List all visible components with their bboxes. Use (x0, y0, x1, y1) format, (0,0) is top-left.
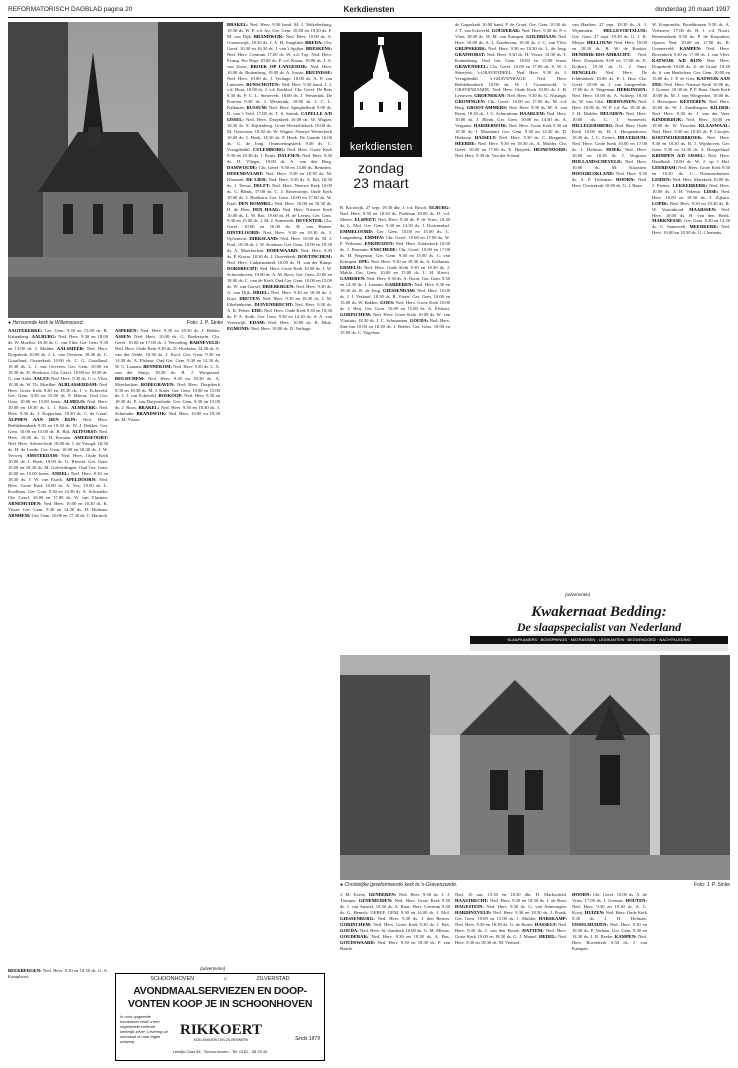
place-name: HARDINXVELD: (455, 909, 492, 915)
place-name: ERMELO: (340, 264, 362, 270)
place-name: BRUINISSE: (305, 69, 332, 75)
place-name: BARNEVELD: (189, 339, 220, 345)
place-name: ALMELO: (63, 399, 86, 405)
place-name: AALBURG: (31, 333, 57, 339)
place-name: ALBLASSERDAM: (58, 381, 98, 387)
place-name: AMSTERDAM: (26, 453, 59, 459)
listing-text: BRAKEL: Ned. Herv. 9.30 kand. M. J. Tekkelenburg, 18.30 ds. W. P. v.d. Ao. Ger. Gem. 10.00 en 18.30 ds. F. M. van Dijk. BRANDWIJK: Ned. Herv. 10.00 ds. A. Groenewijk, 18.30 ds. J. A. H. Jongkind. BREDA: Chr. Geref. 10.00 en 16.30 ds. J. van 't Spijker. BRESKENS: Ned. Herv. Centrum 17.00 ds. W. v.d. Top. Ned. Herv. Evang. Pro Rege 10.00 ds. P. v.d. Kraan, 19.00 ds. J. A. van Zoest. BROEK OP LANGEDIJK: Ned. Herv. 10.00 ds. Ruitenberg, 19.00 ds. A. Jooste. BRUINISSE: Ned. Herv. 10.00 ds. J. Verhage, 18.00 ds. A. P. van Lunteren. BUNSCHOTEN: Ned. Herv. 9.30 kand. J. J. v.d. Hout, 18.00 ds. J. v.d. Kerkhof. Chr. Geref. De Rots 9.30 ds. P. C. L. Sterrevelt, 18.00 ds. J. Westerink. De Poorten 9.30 ds. J. Westerink, 18.00 ds. J. C. L. Kalkman. BUSSUM: Ned. Herv. Spieghelkerk 9.00 ds. D. van 't Veld, 17.00 ds. T. S. Smink. CAPELLE A/D IJSSEL: Ned. Herv. Dorpskerk 10.00 ds. W. Wagter, 18.30 ds. S. Kijnenberg. Grote Hersteldekerk 10.00 ds. M. Oosterom, 18.30 ds. W. Wagter. Nieuwe Westerkerk 10.00 ds. J. Hoek, 18.30 ds. P. Hoek. De Gaarde 10.00 ds. G. de Jong. Ontmoetingskerk 9.30 ds. C. Vreugdenhil. CULEMBORG: Ned. Herv. Grote Kerk 9.30 en 18.30 ds. J. Kruis. DALFSEN: Ned. Herv. 9.30 ds. H. Vlieger, 19.00 ds. A. van den Berg. DAMWOUDE: Chr. Geref. 9.30 en 14.00 ds. Reinders. DEDEMSVAART: Ned. Herv. 9.30 en 18.30 ds. M. Klaassen. DE LIER: Ned. Herv. 9.30 ds. A. Bel, 18.30 ds. J. Teeuw. DELFT: Ned. Herv. Nieuwe Kerk 10.00 ds. C. Blenk, 17.00 ds. C. J. Ravensteijn. Oude Kerk 10.00 ds. J. Hoekstra. Ger. Gem. 10.00 en 17.00 ds. W. Kaal. DEN BOMMEL: Ned. Herv. 10.00 en 18.30 ds. H. de Heer. DEN HAAG: Ned. Herv. Nieuwe Kerk 10.00 ds. L. W. Bac, 19.00 ds. H. de Leeuw. Ger. Gem. 9.30 en 15.00 ds. J. M. J. Sonnevelt. DEVENTER: Chr. Geref. 10.00 en 16.30 ds. H. van Harten. DINTELOORD: Ned. Herv. 9.30 en 18.30 ds. J. Op'tenoort. DIRKSLAND: Ned. Herv. 10.00 ds. M. J. Pool, 18.30 ds. J. W. Koeman. Ger. Gem. 10.00 en 18.30 ds. A. Moerkerken. DODEWAARD: Ned. Herv. 9.30 ds. P. Kroon, 18.30 ds. J. Ouwerkerk. DOETINCHEM: Ned. Herv. Catharinakerk 10.00 ds. H. van der Kamp. DORDRECHT: Ned. Herv. Grote Kerk 10.00 ds. J. W. Schoonhoven, 19.00 ds. A. M. Roos. Ger. Gem. 10.00 en 18.00 ds. C. van de Kieft. Oud Ger. Gem. 10.00 en 15.00 ds. W. van Gorsel. DRIEBERGEN: Ned. Herv. 9.30 ds. A. van Dijk. DRIEL: Ned. Herv. 9.30 en 18.30 ds. J. Kuyt. DRUTEN: Ned. Herv. 9.30 en 18.30 ds. J. M. Eikelenboom. DUIVENDRECHT: Ned. Herv. 9.30 ds. A. K. Pelser. EDE: Ned. Herv. Oude Kerk 9.30 en 18.30 ds. P. A. Stolk. Ger. Gem. 9.30 en 14.30 ds. A. A. van Vreeswijk. EDAM: Ned. Herv. 10.00 ds. K. Blok. EGMOND: Ned. Herv. 10.00 ds. D. Verhage. (227, 22, 332, 331)
place-name: LEIDEN: (652, 176, 672, 182)
place-name: KAMPEN: (614, 933, 637, 939)
place-name: KRIMPEN A/D IJSSEL: (652, 152, 705, 158)
place-name: GRONINGEN: (455, 99, 486, 105)
place-name: LOPIK: (652, 200, 669, 206)
place-name: CAPELLE A/D IJSSEL: (227, 111, 332, 123)
place-name: APELDOORN: (65, 476, 97, 482)
ad1-since: Sinds 1879 (294, 1036, 320, 1042)
place-name: AMERSFOORT: (74, 435, 108, 441)
logo-box (340, 32, 422, 157)
place-name: GOUDSWAARD: (340, 939, 376, 945)
place-name: HOOGBLOKLAND: (572, 170, 615, 176)
ad-tag-1: (advertentie) (200, 966, 226, 971)
place-name: BEUSICHEM: (115, 375, 145, 381)
place-name: LISSE: (703, 188, 719, 194)
page-header (8, 5, 730, 18)
ad1-brand: RIKKOERT (180, 1022, 262, 1038)
place-name: GOUDERAK: (340, 933, 369, 939)
place-name: DALFSEN: (277, 152, 301, 158)
place-name: GRAVENDEEL: (455, 63, 489, 69)
schoonhoven-ad[interactable] (115, 973, 325, 1061)
logo-title: kerkdiensten (349, 141, 413, 153)
listing-text: Ned. 10 uur, 15.30 en 18.30 dhr. H. Markscheid. HAASTRECHT: Ned. Herv. 9.30 en 18.30 ds. J. de Boer. HAGESTEIN: Ned. Herv. 9.30 ds. G. van Amerongen. HARDINXVELD: Ned. Herv. 9.30 en 18.30 ds. J. Pronk. Ger. Gem. 10.00 en 15.00 ds. J. Mulder. HARSKAMP: Ned. Herv. 9.30 en 18.30 ds. G. de Ruiter. HASSELT: Ned. Herv. 9.30 ds. J. van den Broek. HATTEM: Ned. Herv. Grote Kerk 10.00 en 18.30 ds. G. J. Mantel. HEDEL: Ned. Herv. 9.30 en 18.30 ds. M. Verhoef. (455, 892, 567, 945)
place-name: GAMEREN: (340, 276, 366, 282)
place-name: ENSCHEDE: (370, 246, 398, 252)
place-name: GROENEKAN: (474, 93, 506, 99)
place-name: GOUDA: (409, 318, 429, 324)
church-image-2 (340, 655, 730, 880)
place-name: KOOTWIJKERBROEK: (652, 135, 703, 141)
place-name: GIESSENDAM: (382, 288, 416, 294)
listing-text: BEEKBERGEN: Ned. Herv. 9.30 en 18.30 ds. G. A. Kamphorst. (8, 968, 108, 979)
place-name: GOES: (380, 300, 395, 306)
listing-text: HOORN: Chr. Geref. 10.00 ds. A. de Vries, 17.00 ds. J. Gernaat. HOUTEN: Ned. Herv. 9.30 en 18.30 ds. A. C. Kooij. HUIZEN: Ned. Herv. Oude Kerk 9.30 ds. J. H. Hofman. IJSSELMUIDEN: Ned. Herv. 9.30 en 18.30 ds. P. Verhaar. Ger. Gem. 9.30 en 14.30 ds. J. R. Beeke. KAMPEN: Ned. Herv. Bovenkerk 9.30 ds. J. van Kampen. (572, 892, 647, 951)
place-name: HAARLEM: (519, 111, 546, 117)
place-name: GRAFHORST: (455, 51, 486, 57)
place-name: KESTEREN: (680, 99, 707, 105)
place-name: CULEMBORG: (252, 147, 286, 153)
place-name: BRESKENS: (305, 45, 332, 51)
place-name: HATTEM: (522, 927, 544, 933)
place-name: DEDEMSVAART: (227, 170, 264, 176)
place-name: MARKNESSE: (652, 218, 683, 224)
place-name: HELLOUW: (586, 39, 613, 45)
place-name: HILVERSUM: (617, 135, 647, 141)
place-name: BUSSUM: (246, 105, 268, 111)
place-name: HENGELO: (572, 69, 597, 75)
place-name: GOUDA: (340, 927, 359, 933)
place-name: AALST: (33, 375, 50, 381)
place-name: EDE: (251, 307, 263, 313)
place-name: HAASTRECHT: (455, 897, 489, 903)
place-name: GENDEREN: (368, 892, 397, 897)
place-name: ELBURG: (429, 205, 450, 210)
photo-credit-2: Foto: J. P. Sinke (693, 882, 730, 888)
column-3b (340, 892, 450, 1062)
place-name: GENEMUIDEN: (358, 897, 393, 903)
ad2-title2: De slaapspecialist van Nederland (516, 620, 682, 634)
caption-text-2: Christelijke gereformeerde kerk te 's-Gravenzande. (344, 882, 458, 888)
ad1-town: SCHOONHOVEN (150, 976, 195, 982)
place-name: GORINCHEM: (340, 921, 372, 927)
logo-date (340, 161, 422, 191)
logo-date-text: 23 maart (353, 175, 409, 191)
place-name: DE LIER: (246, 176, 267, 182)
column-1b (115, 328, 220, 968)
place-name: AALSMEER: (56, 345, 85, 351)
place-name: DOETINCHEM: (298, 254, 332, 260)
place-name: EMMEN: (364, 234, 385, 240)
place-name: ALMKERK: (71, 405, 97, 411)
place-name: KINDERDIJK: (652, 117, 683, 123)
place-name: HERKINGEN: (616, 87, 647, 93)
column-4b (455, 892, 567, 1062)
place-name: DRUTEN: (239, 295, 261, 301)
place-name: MAARSSEN: (689, 206, 717, 212)
place-name: DRIEL: (253, 289, 270, 295)
ad2-title1: Kwakernaat Bedding: (531, 604, 667, 620)
place-name: IJSSELMUIDEN: (572, 921, 608, 927)
place-name: ENKHUIZEN: (364, 240, 395, 246)
column-1a (8, 328, 108, 968)
place-name: ELSPEET: (354, 216, 377, 222)
place-name: EMMELOORD: (340, 228, 374, 234)
ad2-footer: SLAAPKAMERS · BOXSPRINGS · MATRASSEN · LEDIKANTEN · BEDDENGOED · NACHTKLEDING (507, 637, 691, 642)
place-name: HAGESTEIN: (455, 903, 484, 909)
place-name: BREDA: (305, 39, 323, 45)
place-name: BRANDWIJK: (136, 411, 167, 417)
ad1-brand-sub: EDELSMIDERIJ EN ZILVERWERK (193, 1038, 249, 1042)
place-name: HELLEVOETSLUIS: (603, 27, 647, 33)
place-name: DORDRECHT: (227, 266, 259, 272)
place-name: HEERDE: (455, 141, 476, 147)
place-name: EPE: (358, 258, 370, 264)
place-name: ARNEMUIDEN: (8, 500, 42, 506)
place-name: BENNEKOM: (143, 363, 173, 369)
place-name: LEKKERKERK: (672, 182, 708, 188)
place-name: BRAKEL: (227, 22, 248, 27)
header-newspaper: REFORMATORISCH DAGBLAD pagina 20 (8, 6, 133, 13)
church-photo-gravenzande (340, 655, 730, 880)
place-name: LEERDAM: (652, 164, 678, 170)
place-name: GOUDRIAAN: (526, 33, 557, 39)
place-name: HOLLANDSCHEVELD: (572, 158, 623, 164)
place-name: AAGTEKERKE: (8, 328, 43, 333)
ad1-headline1: AVONDMAALSERVIEZEN EN DOOP- (133, 985, 307, 997)
place-name: KLAASWAAL: (698, 123, 730, 129)
caption-text: Hervormde kerk te Willemsoord. (12, 320, 84, 326)
place-name: GARDEREN: (385, 282, 414, 288)
place-name: HERWIJNEN: (606, 99, 637, 105)
listing-text: W. Kreponidis, Broekhuizen 9.30 ds. A. Verhoeve, 17.00 ds. H. J. v.d. Noort. Bezemerkerk 9.30 ds. P. de Kreponier, Oproer Ned. 10.00 en 17.00 ds. R. Groeneveld. KAMPEN: Ned. Herv. Bovenkerk 9.30 en 17.00 ds. J. van Vliet. KATWIJK A/D RIJN: Ned. Herv. Dorpskerk 10.00 ds. Z. de Graaf, 18.30 ds. S. van Heukelom. Ger. Gem. 10.00 en 15.00 ds. J. P. de Gier. KATWIJK AAN ZEE: Ned. Herv. Nieuwe Kerk 10.00 ds. J. Goesse, 18.30 ds. P. P. Baas. Oude Kerk 10.00 ds. M. J. van Wingerden, 18.00 ds. J. Herwijnen. KESTEREN: Ned. Herv. 10.00 ds. W. J. Zandbergen. KILDER: Ned. Herv. 9.30 ds. J. van der Veer. KINDERDIJK: Ned. Herv. 10.00 en 18.00 ds. W. Visscher. KLAASWAAL: Ned. Herv. 9.30 en 18.30 ds. P. Gootjes. KOOTWIJKERBROEK: Ned. Herv. 9.30 en 18.30 ds. B. J. Wijnhoven. Ger. Gem. 9.30 en 14.30 ds. A. Hoogerland. KRIMPEN A/D IJSSEL: Ned. Herv. IJsselkerk 10.00 ds. W. J. op 't Hof. LEERDAM: Ned. Herv. Grote Kerk 9.30 en 18.30 ds. C. Nieuwenhuizen. LEIDEN: Ned. Herv. Marekerk 10.00 ds. J. Pieters. LEKKERKERK: Ned. Herv. 10.00 ds. J. H. Velema. LISSE: Ned. Herv. 10.00 en 18.30 ds. J. Zijlstra. LOPIK: Ned. Herv. 9.30 en 18.30 ds. R. W. Vastenhoud. MAARSSEN: Ned. Herv. 10.00 ds. H. van den Herik. MARKNESSE: Ger. Gem. 9.30 en 14.30 ds. C. Sonnevelt. MEERKERK: Ned. Herv. 10.00 en 18.30 ds. G. Clements. (652, 22, 730, 236)
listing-text: AAGTEKERKE: Ger. Gem. 9.30 en 15.00 ds. R. Kattenberg. AALBURG: Ned. Herv. 9.30 en 18.00 ds. W. Moeller, 18.30 ds. C. van Vliet. Ger. Gem. 9.30 en 13.00 ds. J. Mulder. AALSMEER: Ned. Herv. Dorpskerk 10.00 ds. J. L. van Oeveren, 18.30 ds. C. Graafland. Oosterkerk 10.00 ds. C. G. Graafland, 18.30 ds. L. J. van Oeveren. Ger. Gem. 10.00 en 18.30 ds. D. Hoekstra. Chr. Geref. 10.00 en 18.30 ds. G. van Aalst. AALST: Ned. Herv. 9.30 ds. C. v. Vliet, 18.30 ds. W. Th. Moelker. ALBLASSERDAM: Ned. Herv. Grote Kerk 9.30 en 18.30 ds. J. v. Eckeveld. Ger. Gem. 9.30 en 15.00 ds. P. Mieras. Oud Ger. Gem. 10.00 en 15.00 lezen. ALMELO: Ned. Herv. 10.00 en 18.30 ds. L. J. Blok. ALMKERK: Ned. Herv. 9.30 ds. J. Koppelaar, 18.30 ds. C. de Graaf. ALPHEN AAN DEN RIJN: Ned. Herv. Bethlehemkerk 9.30 en 18.30 ds. W. J. Dekker. Ger. Gem. 10.00 en 15.00 ds. R. Bijl. ALTFORST: Ned. Herv. 10.00 ds. G. H. Kersten. AMERSFOORT: Ned. Herv. Advent-kerk 10.00 ds. J. de Vreugd, 18.30 ds. H. de Leede. Ger. Gem. 10.00 en 18.30 ds. J. W. Verweij. AMSTERDAM: Ned. Herv. Oude Kerk 10.00 ds. J. Hoek, 19.00 ds. G. Kieviet. Ger. Gem. 10.00 en 18.30 ds. M. Golverdingen. Oud Ger. Gem. 10.00 en 15.00 lezen. ANDEL: Ned. Herv. 9.30 en 18.30 ds. J. W. van Estrik. APELDOORN: Ned. Herv. Grote Kerk 10.00 ds. A. Vos, 19.00 ds. L. Koolhaas. Ger. Gem. 9.30 en 14.30 ds. A. Schreuder. Chr. Geref. 10.00 en 17.00 ds. W. van Vlastuin. ARNEMUIDEN: Ned. Herv. 10.00 en 18.30 ds. K. Visser. Ger. Gem. 9.30 en 14.30 ds. H. Hofman. ARNHEM: Ger. Gem. 10.00 en 17.30 ds. C. Harinck. (8, 328, 108, 518)
place-name: BRAKEL: (138, 405, 160, 411)
listing-text: J. M. Koese. GENDEREN: Ned. Herv. 9.30 ds. J. J. Tramper. GENEMUIDEN: Ned. Herv. Grote Kerk 9.30 ds. J. van Amstel, 18.30 ds. A. Baas. Herv. Centrum 9.30 ds. G. Hemels. GEREF. GEM. 9.30 en 14.00 ds. J. Mol. GIESSENBURG: Ned. Herv. 9.30 ds. J. den Besten. GORINCHEM: Ned. Herv. Grote Kerk 9.30 ds. J. Bos. GOUDA: Ned. Herv. St.-Janskerk 10.00 ds. G. M. Mieras. GOUDERAK: Ned. Herv. 9.30 en 18.30 ds. A. Bos. GOUDSWAARD: Ned. Herv. 9.30 en 18.30 ds. F. van Baarle. (340, 892, 450, 951)
place-name: DEN BOMMEL: (238, 200, 273, 206)
place-name: HARSKAMP: (538, 915, 567, 921)
listing-text: B. Kooiwijk, 27 sept. 19.30 dhr. J. v.d. Bosch. ELBURG: Ned. Herv. 9.30 en 18.30 ds. Poelman 18.00 ds. D. v.d. Meule. ELSPEET: Ned. Herv. 9.30 ds. P. de Vries, 18.30 ds. L. Mol. Ger. Gem. 9.30 en 14.30 ds. J. Doornenbal. EMMELOORD: Ger. Gem. 10.00 en 15.00 ds. C. Langenberg. EMMEN: Chr. Geref. 10.00 en 17.00 ds. W. F. Verboom. ENKHUIZEN: Ned. Herv. Zuiderkerk 10.00 ds. J. Peursum. ENSCHEDE: Chr. Geref. 10.00 en 17.00 ds. H. Wagenaar. Ger. Gem. 9.30 en 15.00 ds. C. van Krimpen. EPE: Ned. Herv. 9.30 en 18.30 ds. A. Kalkman. ERMELO: Ned. Herv. Oude Kerk 9.30 en 18.30 ds. J. Malda. Ger. Gem. 10.00 en 15.00 ds. L. H. Kievit. GAMEREN: Ned. Herv. 9.30 ds. A. Noort. Ger. Gem. 9.30 en 14.30 ds. J. Lamain. GARDEREN: Ned. Herv. 9.30 en 18.30 ds. B. de Jong. GIESSENDAM: Ned. Herv. 10.00 ds. J. J. Verhoef, 18.30 ds. R. Visser. Ger. Gem. 10.00 en 15.00 ds. W. Bakker. GOES: Ned. Herv. Grote Kerk 10.00 ds. J. Heij. Ger. Gem. 10.00 en 15.00 ds. A. Elshout. GORINCHEM: Ned. Herv. Grote Kerk 10.00 ds. W. van Vlastuin, 18.30 ds. J. C. Schuurman. GOUDA: Ned. Herv. Sint-Jan 10.00 en 18.30 ds. J. Belder. Ger. Gem. 10.00 en 15.00 ds. C. Vogelaar. (340, 205, 450, 336)
place-name: GRIJPSKERK: (455, 45, 487, 51)
listing-text: van Haaften, 27 sept. 18.30 ds. A. J. Wijnmalen. HELLEVOETSLUIS: Ger. Gem. 27 sept. 19.30 ds. G. J. K. Meijer. HELLOUW: Ned. Herv. 10.00 en 18.30 ds. B. W. de Koeijer. HENDRIK-IDO-AMBACHT: Ned. Herv. Dorpskerk 9.00 en 17.00 ds. E. Kolkert, 18.30 ds. G. J. Smit. HENGELO: Ned. Herv. De Ichthuskerk 10.00 ds. P. J. Hoa. Chr. Geref. 10.00 ds. J. van Langevelde, 17.00 ds. A. Wagenaar. HERKINGEN: Ned. Herv. 10.00 ds. A. Schoep, 18.30 ds. W. van Gilst. HERWIJNEN: Ned. Herv. 10.00 ds. W. P. v.d. Aa. 18.30 ds. J. H. Mulder. HEUSDEN: Ned. Herv. 10.00 ds. C. J. Sonnevelt. HILLEGERSBERG: Ned. Herv. Oude Kerk 10.00 ds. H. J. Hoogendoorn, 18.30 ds. J. C. Zwiers. HILVERSUM: Ned. Herv. Grote Kerk 10.00 en 17.00 ds. J. Hofman. HOEK: Ned. Herv. 10.00 en 18.30 ds. J. Vergunst. HOLLANDSCHEVELD: Ned. Herv. 10.00 ds. M. Klaassen. HOOGBLOKLAND: Ned. Herv. 9.30 ds. A. P. Tieleman. HOORN: Ned. Herv. Oosterkerk 10.00 ds. G. J. Baan. (572, 22, 647, 188)
place-name: HOUTEN: (625, 897, 647, 903)
column-2 (227, 22, 332, 972)
column-5b (572, 892, 647, 1062)
column-1c (8, 968, 108, 1062)
place-name: BEEKBERGEN: (8, 968, 42, 973)
place-name: KATWIJK AAN ZEE: (652, 75, 730, 87)
place-name: ALPHEN AAN DEN RIJN: (8, 417, 78, 423)
place-name: HASSELT: (474, 135, 497, 141)
listing-text: ASPEREN: Ned. Herv. 9.30 en 18.30 ds. J. Belder. ASSEN: Ned. Herv. 10.00 ds. G. Boekestein. Chr. Geref. 10.00 en 17.00 ds. J. Wesseling. BARNEVELD: Ned. Herv. Oude Kerk 9.30 ds. D. Hoekstra, 14.30 ds. A. van der Velde, 18.30 ds. J. Kool. Ger. Gem. 9.30 en 14.30 ds. A. Elshout. Oud Ger. Gem. 9.30 en 14.30 ds. W. C. Lamain. BENNEKOM: Ned. Herv. 9.30 ds. C. A. van der Sluijs, 18.30 ds. B. J. Wiegeraad. BEUSICHEM: Ned. Herv. 9.30 en 18.30 ds. A. Moerkerken. BODEGRAVEN: Ned. Herv. Dorpskerk 9.30 en 18.30 ds. M. J. Kater. Ger. Gem. 10.00 en 15.00 ds. J. J. van Eckeveld. BOSKOOP: Ned. Herv. 9.30 en 18.30 ds. P. van Duijvenbode. Ger. Gem. 9.30 en 15.00 ds. J. Roos. BRAKEL: Ned. Herv. 9.30 en 18.30 ds. J. Schreuder. BRANDWIJK: Ned. Herv. 10.00 en 18.30 ds. M. Visser. (115, 328, 220, 423)
church-icon (340, 32, 422, 137)
place-name: HEDEL: (539, 933, 557, 939)
place-name: ANDEL: (51, 470, 70, 476)
place-name: DAMWOUDE: (227, 164, 258, 170)
ad1-body: In ruim opgezette toonkamer vindt u een uitgebreide collectie kerkelijk zilver. Levering uit voorraad of naar eigen ontwerp. (120, 1014, 168, 1044)
place-name: ARNHEM: (8, 512, 31, 518)
place-name: HOEK: (606, 147, 622, 153)
place-name: ASSEN: (115, 333, 132, 339)
kerkdiensten-logo (340, 32, 422, 202)
ad1-top: SCHOONHOVEN ⌂ ZILVERSTAD (150, 976, 290, 982)
place-name: HILLEGERSBERG: (572, 123, 614, 129)
photo-credit: Foto: J. P. Sinke (186, 320, 223, 326)
place-name: GROOT-AMMERS: (466, 105, 508, 111)
kwakernaat-ad[interactable] (470, 598, 728, 651)
place-name: KILDER: (710, 105, 730, 111)
ad1-silver: ZILVERSTAD (256, 976, 290, 982)
place-name: DINTELOORD: (227, 230, 260, 236)
place-name: HUIZEN: (584, 909, 605, 915)
church-image (8, 22, 223, 318)
place-name: HARDERWIJK: (473, 123, 508, 129)
photo-caption-1: ● Hervormde kerk te Willemsoord. Foto: J. P. Sinke (8, 320, 223, 326)
place-name: DRIEBERGEN: (262, 283, 295, 289)
place-name: HEUSDEN: (600, 111, 624, 117)
church-photo-willemsoord (8, 22, 223, 318)
place-name: HEINENOORD: (533, 147, 567, 153)
logo-day: zondag (358, 160, 404, 176)
place-name: DIRKSLAND: (249, 236, 279, 242)
place-name: BRANDWIJK: (253, 33, 284, 39)
place-name: HENDRIK-IDO-AMBACHT: (572, 51, 631, 57)
place-name: ASPEREN: (115, 328, 138, 333)
ad1-address: Lekdijk-Oost 58 - Schoonhoven - Tel. 0182 - 38 23 45 (172, 1049, 268, 1054)
place-name: DUIVENDRECHT: (254, 301, 294, 307)
place-name: DEVENTER: (295, 218, 323, 224)
column-5 (572, 22, 647, 592)
place-name: GIESSENBURG: (340, 915, 375, 921)
place-name: MEERKERK: (689, 224, 719, 230)
column-6 (652, 22, 730, 1062)
place-name: GORINCHEM: (340, 312, 372, 318)
ad-tag-2: (advertentie) (565, 592, 591, 597)
place-name: ALTFORST: (72, 429, 98, 435)
place-name: BUNSCHOTEN: (246, 81, 280, 87)
place-name: HOORN: (616, 176, 635, 182)
place-name: HOORN: (572, 892, 591, 897)
place-name: DODEWAARD: (266, 248, 299, 254)
column-4 (455, 22, 567, 592)
header-section: Kerkdiensten (343, 5, 395, 14)
header-date: donderdag 20 maart 1997 (655, 6, 730, 13)
place-name: HASSELT: (534, 921, 557, 927)
place-name: BROEK OP LANGEDIJK: (250, 63, 308, 69)
photo-caption-2: ● Christelijke gereformeerde kerk te 's-Gravenzande. Foto: J. P. Sinke (340, 882, 730, 888)
place-name: BOSKOOP: (158, 393, 183, 399)
column-3 (340, 205, 450, 595)
place-name: GOUDERAK: (491, 27, 521, 33)
place-name: EGMOND: (227, 325, 250, 331)
place-name: DELFT: (253, 182, 271, 188)
listing-text: de Gageskerk 10.00 kand. P. de Graaf, Ger. Gem. 10.30 ds. J. T. van Eckeveld. GOUDERAK: Ned. Herv. 9.30 ds. P. v. Vliet, 18.30 ds. W. M. van Kampen. GOUDRIAAN: Ned. Herv. 10.00 ds. A. J. Zondervan, 18.30 ds. J. C. van Vliet. GRIJPSKERK: Ned. Herv. 9.30 en 18.30 ds. L. de Jong. GRAFHORST: Ned. Herv. 9.30 ds. H. Visser, 14.30 ds. T. Kranenburg. Oud Ger. Gem. 10.00 en 15.00 lezen. GRAVENDEEL: Chr. Geref. 10.00 en 17.00 ds. S. W. J. Snoeyers. 's-GRAVENDEEL: Ned. Herv. 9.30 ds. J. Vreugdenhil. 's-GRAVENHAGE: Ned. Herv. Bethlehemkerk 10.00 ds. W. J. Groenewold. 's-GRAVENZANDE: Ned. Herv. Oude Kerk 10.00 ds. J. H. Leeuwen. GROENEKAN: Ned. Herv. 9.30 ds. G. Nijsingh. GRONINGEN: Chr. Geref. 10.00 en 17.00 ds. M. v.d. Berg. GROOT-AMMERS: Ned. Herv. 9.30 ds. M. A. van Roon, 18.30 ds. J. C. Schuurman. HAARLEM: Ned. Herv. 10.00 ds. J. Blenk. Ger. Gem. 10.00 en 14.30 ds. A. Vergunst. HARDERWIJK: Ned. Herv. Grote Kerk 9.30 en 18.30 ds. J. Maasland. Ger. Gem. 9.30 en 14.30 ds. D. Heikoop. HASSELT: Ned. Herv. 9.30 ds. C. Bregman. HEERDE: Ned. Herv. 9.30 en 18.30 ds. A. Mulder. Chr. Geref. 10.00 en 17.00 ds. E. Heijstek. HEINENOORD: Ned. Herv. 9.30 ds. Van der Schaaf. (455, 22, 567, 158)
ad1-headline2: VONTEN KOOP JE IN SCHOONHOVEN (127, 998, 313, 1010)
place-name: KATWIJK A/D RIJN: (652, 57, 703, 63)
place-name: KAMPEN: (679, 45, 702, 51)
place-name: DEN HAAG: (252, 206, 281, 212)
place-name: BODEGRAVEN: (140, 381, 175, 387)
place-name: EDAM: (249, 319, 266, 325)
